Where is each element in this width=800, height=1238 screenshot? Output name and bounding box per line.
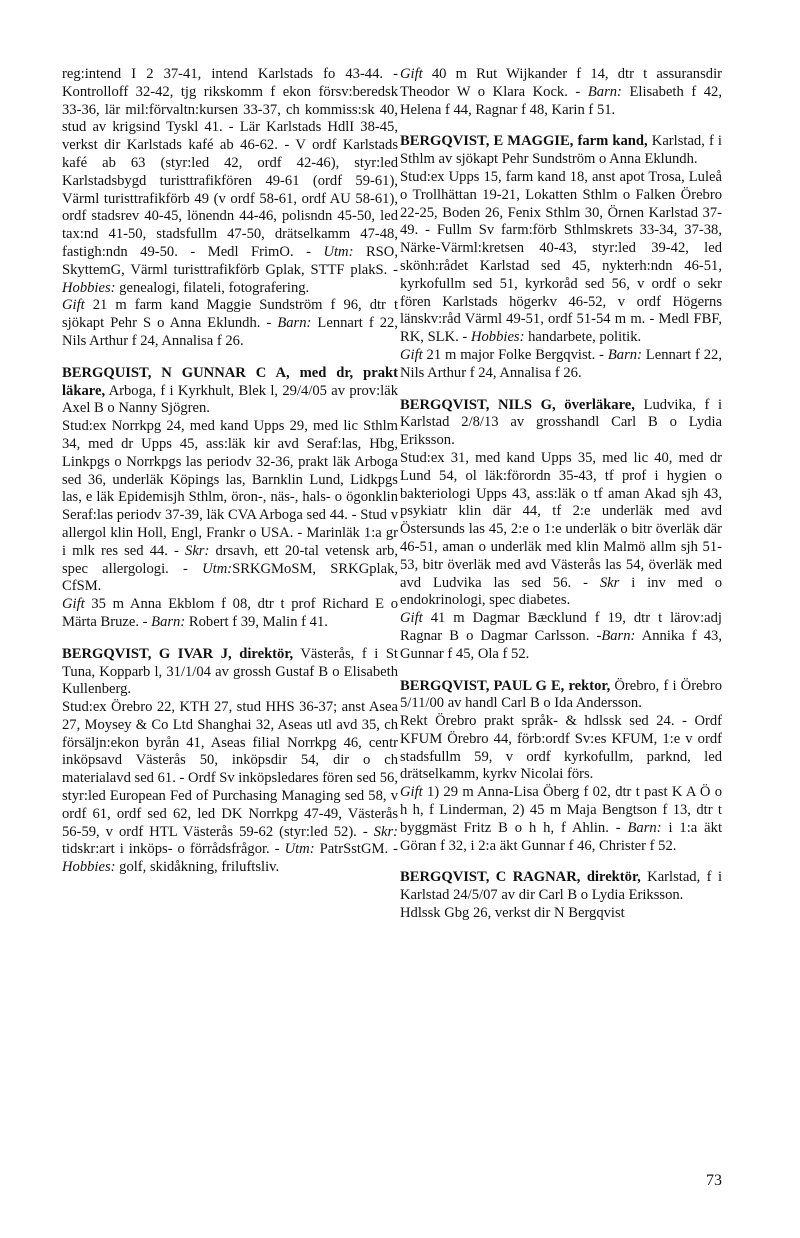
field-label: Utm: <box>202 560 233 577</box>
entry-text: 41 m Dagmar Bæcklund f 19, dtr t lärov:adj Ragnar B o Dagmar Carlsson. <box>400 610 722 644</box>
entry-text: drsavh, ett 20-tal vetensk arb, spec allergologi. - <box>62 542 398 577</box>
entry-heading: BERGQVIST, G IVAR J, direktör, <box>62 645 294 662</box>
field-label: Barn: <box>277 315 312 332</box>
right-column <box>400 66 722 923</box>
entry-text: Stud:ex Norrkpg 24, med kand Upps 29, med lic Sthlm 34, med dr Upps 45, ass:läk kir avd Seraf:las, Hbg, Linkpgs o Norrkpgs las periodv 32-36, prakt läk Arboga sed 36, underläk Köpings las, Barnklin Lund, Lidkpgs las, e läk Epidemisjh Sthlm, öron-, näs-, hals- o ögonklin Seraf:las periodv 37-39, läk CVA Arboga sed 44. - Stud v allergol klin Holl, Engl, Frankr o USA. - Marinläk 1:a gr i mlk res sed 44. - <box>62 418 398 559</box>
entry-text: genealogi, filateli, fotografering. <box>115 279 310 296</box>
biography-paragraph <box>400 450 722 610</box>
entry-text: i inv med o endokrinologi, spec diabetes. <box>400 574 722 609</box>
biography-paragraph <box>62 297 398 350</box>
entry-text: tidskr:art i inköps- o förrådsfrågor. - <box>62 841 285 858</box>
left-column <box>62 66 398 877</box>
entry-text: Robert f 39, Malin f 41. <box>185 613 328 630</box>
biography-entry <box>400 133 722 169</box>
field-label: Utm: <box>323 243 354 260</box>
entry-text: Stud:ex Upps 15, farm kand 18, anst apot Trosa, Luleå o Trollhättan 19-21, Lokatten Sthlm o Falken Örebro 22-25, Boden 26, Fenix Sthlm 30, Örnen Karlstad 37-49. - Fullm Sv farm:förb Sthlmskrets 33-34, 37-38, Närke-Värml:kretsen 40-43, styr:led 39-42, led skönh:rådet Karlstad sed 45, nykterh:ndn 46-51, kyrkofullm sed 51, kyrkoråd sed 56, v ordf o sekr fören Karlstads högerkv 46-52, v ordf Högerns länskv:råd Värml 49-51, ordf 51-54 m m. - Medl FBF, RK, SLK. - <box>400 168 722 346</box>
field-label: Hobbies: <box>470 329 525 346</box>
biography-entry <box>400 678 722 714</box>
biography-paragraph <box>62 418 398 596</box>
entry-text: Ludvika, f i Karlstad 2/8/13 av grosshandl Carl B o Lydia Eriksson. <box>400 396 722 449</box>
entry-text: Elisabeth f 42, Helena f 44, Ragnar f 48, Karin f 51. <box>400 83 722 118</box>
biography-paragraph <box>400 66 722 119</box>
entry-heading: BERGQVIST, E MAGGIE, farm kand, <box>400 133 648 150</box>
entry-text: RSO, SkyttemG, Värml turisttrafikförb Gplak, STTF plakS. - <box>62 243 398 278</box>
entry-text: Örebro, f i Örebro 5/11/00 av handl Carl B o Ida Andersson. <box>400 677 722 712</box>
entry-text: SRKGMoSM, SRKGplak, CfSM. <box>62 560 399 595</box>
biography-paragraph <box>400 610 722 663</box>
field-label: Skr: <box>185 542 210 559</box>
biography-paragraph <box>62 596 398 632</box>
entry-text: 40 m Rut Wijkander f 14, dtr t assuransdir Theodor W o Klara Kock. - <box>400 66 722 100</box>
field-label: Gift <box>400 346 423 363</box>
biography-paragraph <box>400 905 722 923</box>
field-label: Barn: <box>607 346 642 363</box>
field-label: Skr: <box>373 823 398 840</box>
field-label: Gift <box>400 66 423 82</box>
entry-heading: BERGQVIST, C RAGNAR, direktör, <box>400 869 641 886</box>
biography-paragraph <box>400 784 722 855</box>
entry-text: Stud:ex 31, med kand Upps 35, med lic 40, med dr Lund 54, ol läk:förordn 35-43, tf prof i hygien o bakteriologi Upps 43, ass:läk o tf aman Akad sjh 43, psykiatr klin där 44, tf 2:e underläk med avd Östersunds las 45, 2:e o 1:e underläk o bitr överläk där 46-51, aman o underläk med klin Malmö allm sjh 51-53, bitr överläk med avd Västerås las 54, överläk med avd Ludvika las sed 56. - <box>400 449 722 591</box>
entry-text: PatrSstGM. - <box>314 841 398 858</box>
biography-paragraph <box>400 713 722 784</box>
field-label: Barn: <box>627 819 662 836</box>
entry-text: Annika f 43, Gunnar f 45, Ola f 52. <box>400 627 722 662</box>
biography-entry <box>62 646 398 699</box>
field-label: Gift <box>62 297 85 314</box>
entry-text: Arboga, f i Kyrkhult, Blek l, 29/4/05 av prov:läk Axel B o Nanny Sjögren. <box>62 382 398 417</box>
entry-text: reg:intend I 2 37-41, intend Karlstads fo 43-44. - Kontrolloff 32-42, tjg rikskomm f ekon försv:beredsk 33-36, lär mil:förvaltn:kursen 33-37, ch kommiss:sk 40, stud av krigsind Tyskl 41. - Lär Karlstads HdlI 38-45, verkst dir Karlstads kafé ab 46-62. - V ordf Karlstads kafé ab 63 (styr:led 42, ordf 42-46), styr:led Karlstadsbygd turisttrafikfören 49-61 (ordf 59-61), Värml turisttrafikförb 49 (v ordf 58-61, ordf AU 58-61), ordf stadsrev 40-45, lönendn 44-46, polisndn 45-50, led tax:nd 41-50, stadsfullm 47-50, drätselkamm 47-48, fastigh:ndn 49-50. - Medl FrimO. - <box>62 66 398 260</box>
entry-heading: BERGQUIST, N GUNNAR C A, med dr, prakt läkare, <box>62 364 398 399</box>
biography-paragraph <box>62 699 398 877</box>
entry-text: 21 m farm kand Maggie Sundström f 96, dtr t sjökapt Pehr S o Anna Eklundh. - <box>62 297 398 332</box>
field-label: Barn: <box>587 83 622 100</box>
entry-text: Västerås, f i St Tuna, Kopparb l, 31/1/04 av grossh Gustaf B o Elisabeth Kullenberg. <box>62 645 398 698</box>
entry-text: i 1:a äkt Göran f 32, i 2:a äkt Gunnar f 46, Christer f 52. <box>400 819 722 854</box>
entry-heading: BERGQVIST, PAUL G E, rektor, <box>400 677 611 694</box>
entry-heading: BERGQVIST, NILS G, överläkare, <box>400 396 635 413</box>
biography-paragraph <box>400 169 722 347</box>
biography-paragraph <box>62 66 398 297</box>
field-label: Hobbies: <box>62 859 116 876</box>
field-label: Skr <box>599 574 620 591</box>
entry-text: Lennart f 22, Nils Arthur f 24, Annalisa f 26. <box>62 315 398 349</box>
biography-paragraph <box>400 347 722 383</box>
page-number: 73 <box>706 1172 722 1189</box>
entry-text: Lennart f 22, Nils Arthur f 24, Annalisa f 26. <box>400 346 722 381</box>
entry-text: handarbete, politik. <box>524 329 642 346</box>
entry-text: 1) 29 m Anna-Lisa Öberg f 02, dtr t past K A Ö o h h, f Linderman, 2) 45 m Maja Bengtson f 13, dtr t byggmäst Fritz B o h h, f Ahlin. - <box>400 784 722 836</box>
entry-text: Stud:ex Örebro 22, KTH 27, stud HHS 36-37; anst Asea 27, Moysey & Co Ltd Shanghai 32, Aseas utl avd 35, ch försäljn:ekon byrån 41, Aseas filial Norrkpg 46, centr inköpsavd Västerås 50, inköpsdir 54, dir o ch materialavd sed 61. - Ordf Sv inköpsledares fören sed 56, styr:led European Fed of Purchasing Managing sed 58, v ordf 61, ordf sed 62, led DK Norrkpg 47-49, Västerås 56-59, v ordf HTL Västerås 59-62 (styr:led 52). - <box>62 699 398 840</box>
biography-entry <box>400 397 722 450</box>
biography-entry <box>62 365 398 418</box>
entry-text: golf, skidåkning, friluftsliv. <box>115 859 280 876</box>
field-label: Hobbies: <box>62 279 116 296</box>
entry-text: Karlstad, f i Sthlm av sjökapt Pehr Sundström o Anna Eklundh. <box>400 133 722 168</box>
entry-text: 21 m major Folke Bergqvist. - <box>422 346 608 363</box>
field-label: Utm: <box>284 841 315 858</box>
entry-text: Karlstad, f i Karlstad 24/5/07 av dir Carl B o Lydia Eriksson. <box>400 869 722 904</box>
biography-entry <box>400 869 722 905</box>
entry-text: 35 m Anna Ekblom f 08, dtr t prof Richard E o Märta Bruze. - <box>62 596 398 630</box>
field-label: Barn: <box>151 613 186 630</box>
entry-text: Hdlssk Gbg 26, verkst dir N Bergqvist <box>400 905 625 922</box>
field-label: Gift <box>400 610 423 627</box>
field-label: -Barn: <box>596 627 636 644</box>
field-label: Gift <box>400 784 423 801</box>
entry-text: Rekt Örebro prakt språk- & hdlssk sed 24. - Ordf KFUM Örebro 44, förb:ordf Sv:es KFUM, 1:e v ordf stadsfullm 59, v ordf kyrkofullm, parknd, led drätselkamm, kyrkv Nicolai förs. <box>400 713 722 783</box>
field-label: Gift <box>62 596 85 613</box>
